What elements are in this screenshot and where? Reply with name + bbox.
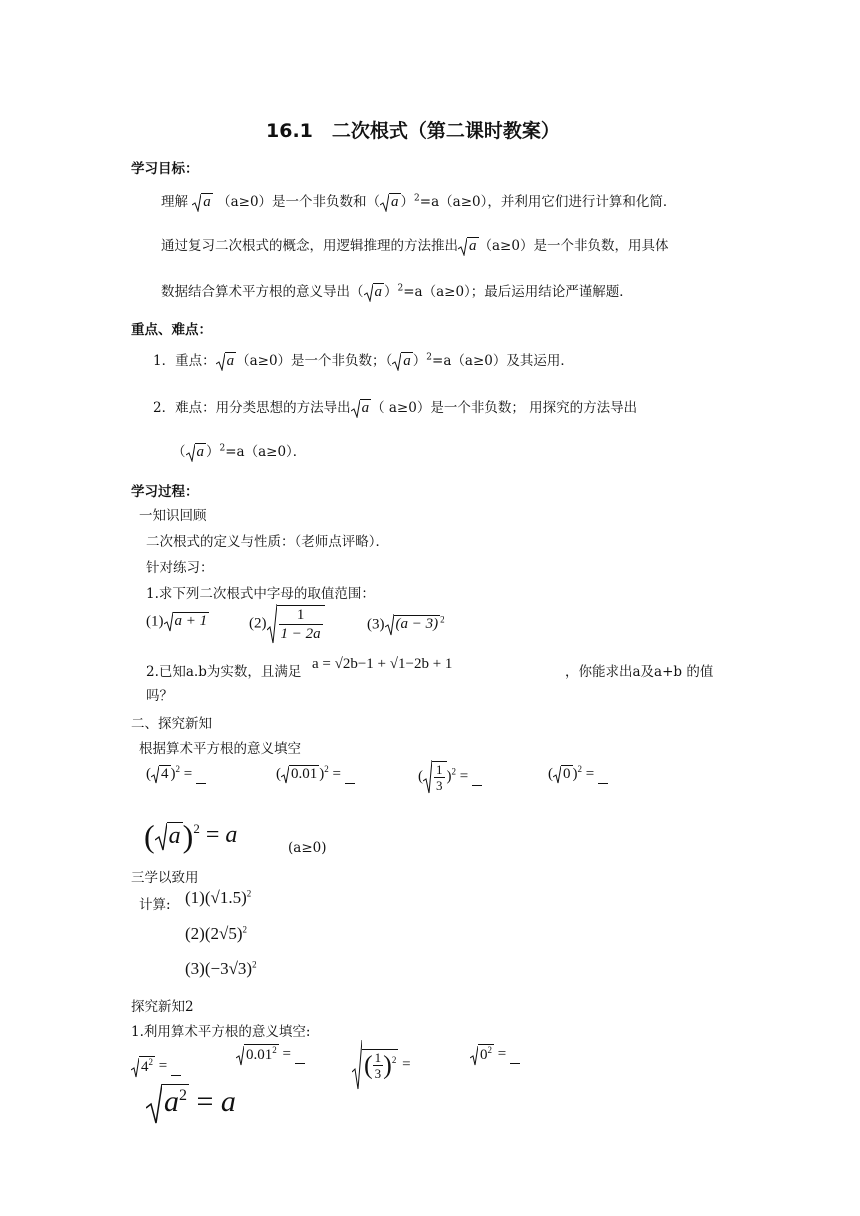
key-item-2: 2．难点：用分类思想的方法导出 a （ a≥0）是一个非负数； 用探究的方法导出 <box>153 400 638 417</box>
goals-heading: 学习目标： <box>131 161 199 177</box>
sqrt-a: a <box>458 237 479 256</box>
calc-item-3: $(3)(-3√3)^2$ <box>185 959 257 978</box>
sqrt-a: a <box>186 443 207 462</box>
sqrt-a: a <box>192 193 213 212</box>
sqrt-a: a <box>351 399 372 418</box>
fill-item-3: ( $\frac{1}{3}$ )$^2$ = <box>418 760 482 794</box>
q1-item-2: (2) $\frac{1}{1 - 2a}$ <box>249 604 325 644</box>
explore2-heading: 探究新知2 <box>131 999 194 1015</box>
sqrt-a: a <box>380 193 401 212</box>
fill-item-4: ( 0 )$^2$ = <box>548 764 608 784</box>
goals-line-1: 理解 a （a≥0）是一个非负数和（ a ）$^2$=a（a≥0），并利用它们进行计算和化简． <box>161 193 677 211</box>
q2-tail: 吗？ <box>146 688 173 704</box>
key-heading: 重点、难点： <box>131 322 212 338</box>
sqrt-a: a <box>392 352 413 371</box>
fill-item-2: ( 0.01 )$^2$ = <box>276 764 355 784</box>
question-1: 1.求下列二次根式中字母的取值范围： <box>146 586 375 602</box>
process-heading: 学习过程： <box>131 484 199 500</box>
question-2: 2.已知a.b为实数，且满足 <box>146 664 302 680</box>
formula-condition: (a≥0) <box>288 840 327 856</box>
explore2-question: 1.利用算术平方根的意义填空: <box>131 1024 311 1040</box>
key-item-1: 1．重点： a （a≥0）是一个非负数；（ a ）$^2$=a（a≥0）及其运用． <box>153 352 574 370</box>
fill2-item-4: $0^2$ = <box>470 1044 520 1066</box>
definition-text: 二次根式的定义与性质：（老师点评略）． <box>146 534 389 550</box>
page-title: 16.1 二次根式（第二课时教案） <box>266 120 560 142</box>
goals-line-2: 通过复习二次根式的概念，用逻辑推理的方法推出 a （a≥0）是一个非负数，用具体 <box>161 238 669 255</box>
fill2-item-3: ( $\frac{1}{3}$ )$^2$ = <box>352 1040 411 1090</box>
q1-item-1: (1) a + 1 <box>146 613 208 630</box>
review-heading: 一知识回顾 <box>139 508 207 524</box>
practice-label: 针对练习： <box>146 560 214 576</box>
calc-item-2: $(2)(2√5)^2$ <box>185 924 247 943</box>
calc-item-1: $(1)(√1.5)^2$ <box>185 888 252 907</box>
q2-continuation: ，你能求出a及a+b 的值 <box>565 664 714 680</box>
explore-heading: 二、探究新知 <box>131 716 212 732</box>
sqrt-a: a <box>364 283 385 302</box>
q2-equation: a = √2b−1 + √1−2b + 1 <box>312 656 453 672</box>
sqrt-a: a <box>216 352 237 371</box>
fill2-item-1: $4^2$ = <box>131 1056 181 1078</box>
formula-sqrt-of-square: $a^2 = a$ <box>146 1084 236 1124</box>
q1-item-3: (3) (a − 3) $^2$ <box>367 614 445 636</box>
apply-heading: 三学以致用 <box>131 870 199 886</box>
formula-sqrt-squared: ( a)$^2$ = a <box>144 818 238 854</box>
explore-fill-text: 根据算术平方根的意义填空 <box>139 741 301 757</box>
fill2-item-2: $0.01^2$ = <box>236 1044 305 1066</box>
goals-line-3: 数据结合算术平方根的意义导出（ a ）$^2$=a（a≥0）；最后运用结论严谨解题． <box>161 283 633 301</box>
calc-label: 计算: <box>139 897 171 913</box>
key-item-3: （ a ）$^2$=a（a≥0）． <box>172 443 307 461</box>
fill-item-1: ( 4 )$^2$ = <box>146 764 206 784</box>
